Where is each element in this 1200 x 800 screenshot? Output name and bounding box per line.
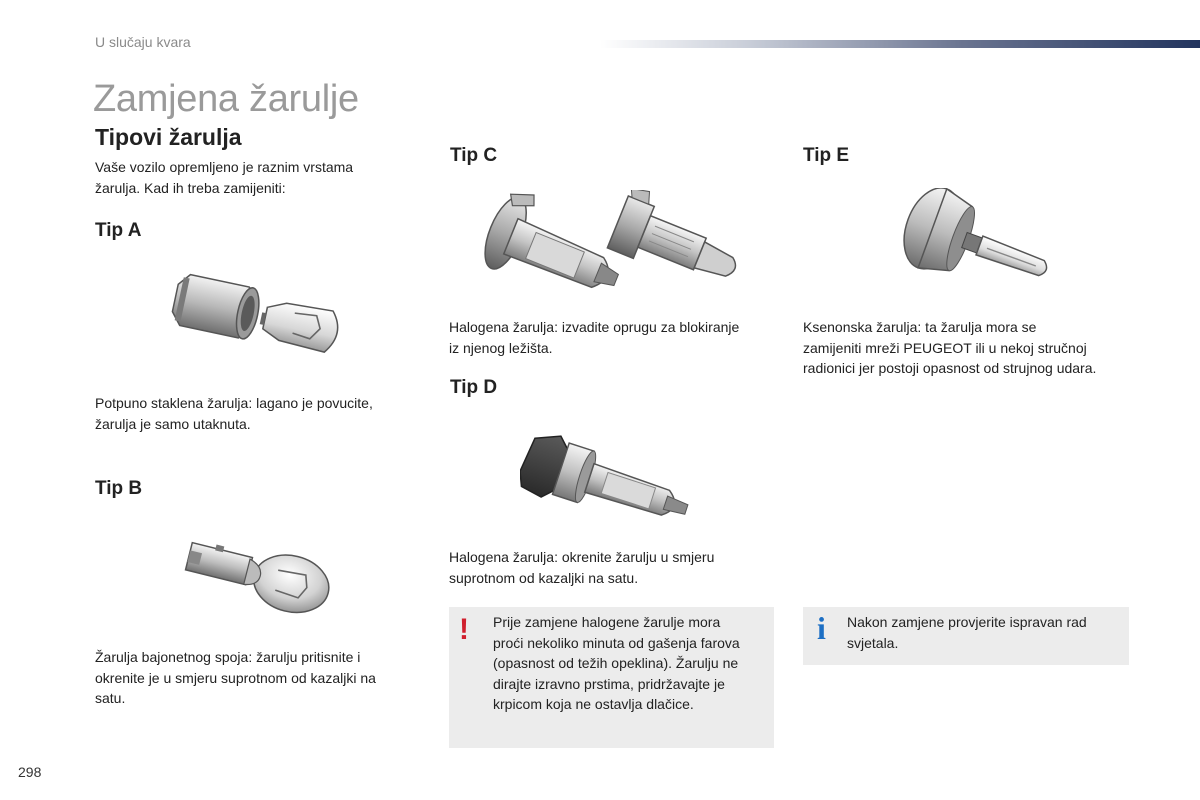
warning-line-1: Prije zamjene halogene žarulje mora — [493, 614, 721, 630]
tip-c-line-1: Halogena žarulja: izvadite oprugu za blokiranje — [449, 319, 740, 335]
page-title: Zamjena žarulje — [93, 78, 359, 120]
tip-d-heading: Tip D — [450, 377, 498, 398]
warning-line-2: proći nekoliko minuta od gašenja farova — [493, 634, 740, 651]
halogen-bulb-pair-icon — [462, 190, 762, 310]
tip-e-line-2: zamijeniti mreži PEUGEOT ili u nekoj stručnoj — [803, 339, 1087, 356]
tip-e-description — [803, 317, 1096, 379]
tip-b-line-3: satu. — [95, 690, 126, 706]
bayonet-bulb-icon — [180, 532, 340, 622]
tip-e-line-3: radionici jer postoji opasnost od strujnog udara. — [803, 360, 1097, 376]
info-line-2: svjetala. — [847, 634, 899, 651]
tip-c-line-2: iz njenog ležišta. — [449, 339, 553, 356]
warning-note — [449, 607, 774, 748]
chapter-label: U slučaju kvara — [95, 34, 191, 50]
intro-line-1: Vaše vozilo opremljeno je raznim vrstama — [95, 159, 354, 175]
warning-line-3: (opasnost od težih opeklina). Žarulju ne — [493, 655, 739, 671]
tip-a-description — [95, 393, 373, 434]
tip-c-heading: Tip C — [450, 145, 498, 166]
tip-a-line-2: žarulja je samo utaknuta. — [95, 415, 251, 432]
tip-b-description — [95, 647, 376, 709]
intro-text — [95, 157, 353, 198]
tip-b-bulb-illustration — [180, 532, 340, 622]
header-gradient-bar — [600, 40, 1200, 48]
info-text — [847, 612, 1087, 653]
tip-d-description — [449, 547, 714, 588]
wedge-bulb-icon — [165, 268, 355, 368]
warning-text — [493, 612, 740, 715]
section-title: Tipovi žarulja — [95, 124, 242, 150]
tip-a-line-1: Potpuno staklena žarulja: lagano je povucite, — [95, 395, 373, 411]
tip-e-heading: Tip E — [803, 145, 850, 166]
info-note — [803, 607, 1129, 665]
tip-d-bulb-illustration — [520, 425, 710, 535]
tip-a-heading: Tip A — [95, 220, 142, 241]
tip-d-line-1: Halogena žarulja: okrenite žarulju u smjeru — [449, 549, 715, 565]
tip-c-description — [449, 317, 739, 358]
tip-e-bulb-illustration — [895, 188, 1060, 303]
tip-a-bulb-illustration — [165, 268, 355, 368]
tip-b-line-2: okrenite je u smjeru suprotnom od kazaljki na — [95, 669, 376, 686]
tip-b-heading: Tip B — [95, 478, 143, 499]
xenon-bulb-icon — [895, 188, 1060, 303]
warning-icon: ! — [459, 613, 469, 646]
info-line-1: Nakon zamjene provjerite ispravan rad — [847, 614, 1087, 630]
tip-e-line-1: Ksenonska žarulja: ta žarulja mora se — [803, 319, 1037, 335]
intro-line-2: žarulja. Kad ih treba zamijeniti: — [95, 179, 286, 196]
warning-line-4: dirajte izravno prstima, pridržavajte je — [493, 675, 725, 692]
hb-halogen-bulb-icon — [520, 425, 710, 535]
info-icon: i — [817, 610, 826, 646]
tip-c-bulb-illustration — [462, 190, 762, 310]
tip-d-line-2: suprotnom od kazaljki na satu. — [449, 569, 639, 586]
warning-line-5: krpicom koja ne ostavlja dlačice. — [493, 696, 694, 712]
page-number: 298 — [18, 764, 42, 780]
tip-b-line-1: Žarulja bajonetnog spoja: žarulju pritisnite i — [95, 649, 361, 665]
